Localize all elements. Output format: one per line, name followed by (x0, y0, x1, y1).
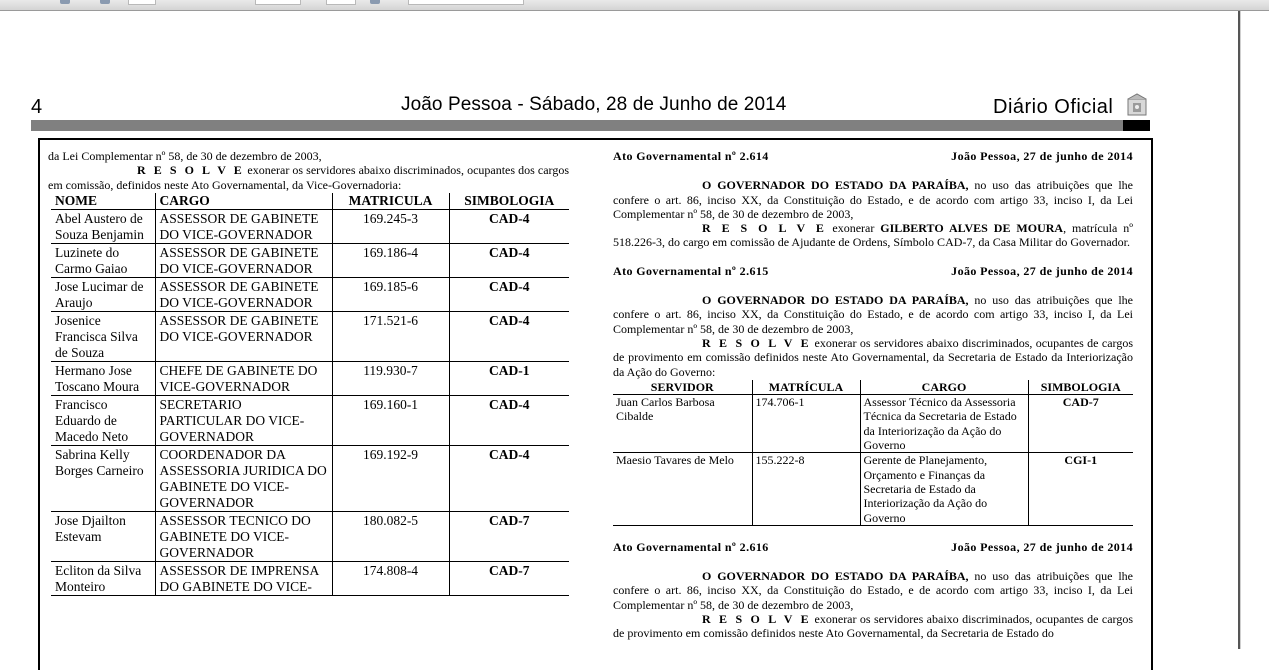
cell-nome: Abel Austero de Souza Benjamin (51, 210, 155, 244)
table-row (51, 362, 569, 396)
col-header-cargo: CARGO (155, 193, 332, 210)
cell-nome: Josenice Francisca Silva de Souza (51, 312, 155, 362)
table-row (613, 453, 1133, 525)
exonerated-name: GILBERTO ALVES DE MOURA (880, 221, 1064, 236)
table-row (51, 562, 569, 596)
cell-servidor: Maesio Tavares de Melo (613, 453, 752, 525)
resolve-text: exonerar os servidores abaixo discriminados, ocupantes de cargos de provimento em comissão definidos neste Ato Governamental, da Secretaria de Estado do (613, 612, 1133, 641)
cell-matricula: 155.222-8 (752, 453, 860, 525)
table-row (51, 244, 569, 278)
cell-matricula: 169.192-9 (332, 446, 449, 512)
viewer-toolbar (0, 0, 1269, 11)
vice-governadoria-table (51, 193, 569, 596)
cell-matricula: 171.521-6 (332, 312, 449, 362)
resolve-text: exonerar os servidores abaixo discriminados, ocupantes dos cargos em comissão, definidos neste Ato Governamental, da Vice-Governadoria: (48, 163, 569, 192)
act-title: Ato Governamental nº 2.616 (613, 539, 769, 554)
cell-cargo: ASSESSOR DE GABINETE DO VICE-GOVERNADOR (155, 210, 332, 244)
act-resolution (613, 221, 1133, 250)
cell-servidor: Juan Carlos Barbosa Cibalde (613, 395, 752, 453)
governor-heading: O GOVERNADOR DO ESTADO DA PARAÍBA, (702, 569, 969, 584)
cell-nome: Luzinete do Carmo Gaiao (51, 244, 155, 278)
coat-of-arms-icon (1124, 93, 1150, 119)
resolve-word: R E S O L V E (702, 612, 812, 627)
cell-nome: Jose Djailton Estevam (51, 512, 155, 562)
preamble-text: no uso das atribuições que lhe confere o art. 86, inciso XX, da Constituição do Estado, e de acordo com artigo 33, inciso I, da Lei Complementar nº 58, de 30 de dezembro de 2003, (613, 178, 1133, 221)
cell-cargo: ASSESSOR DE GABINETE DO VICE-GOVERNADOR (155, 278, 332, 312)
zoom-field[interactable] (255, 0, 301, 5)
cell-simbologia: CAD-4 (449, 312, 569, 362)
cell-cargo: CHEFE DE GABINETE DO VICE-GOVERNADOR (155, 362, 332, 396)
cell-simbologia: CAD-4 (449, 446, 569, 512)
cell-matricula: 174.706-1 (752, 395, 860, 453)
cell-nome: Francisco Eduardo de Macedo Neto (51, 396, 155, 446)
table-row (51, 210, 569, 244)
cell-nome: Sabrina Kelly Borges Carneiro (51, 446, 155, 512)
act-title: Ato Governamental nº 2.614 (613, 149, 769, 163)
cell-matricula: 169.185-6 (332, 278, 449, 312)
cell-simbologia: CAD-7 (1028, 395, 1133, 453)
cell-matricula: 169.186-4 (332, 244, 449, 278)
cell-nome: Jose Lucimar de Araujo (51, 278, 155, 312)
act-header (613, 149, 1133, 163)
col-header-cargo: CARGO (860, 380, 1028, 395)
act-date: João Pessoa, 27 de junho de 2014 (951, 149, 1133, 163)
cell-cargo: ASSESSOR DE GABINETE DO VICE-GOVERNADOR (155, 244, 332, 278)
resolve-paragraph (48, 163, 569, 192)
cell-matricula: 174.808-4 (332, 562, 449, 596)
act-preamble (613, 293, 1133, 336)
governor-heading: O GOVERNADOR DO ESTADO DA PARAÍBA, (702, 178, 969, 193)
cell-matricula: 169.160-1 (332, 396, 449, 446)
governor-heading: O GOVERNADOR DO ESTADO DA PARAÍBA, (702, 293, 969, 308)
resolve-text: exonerar (826, 221, 881, 236)
col-header-matricula: MATRÍCULA (752, 380, 860, 395)
act-resolution (613, 336, 1133, 379)
cell-cargo: ASSESSOR DE IMPRENSA DO GABINETE DO VICE- (155, 562, 332, 596)
cell-simbologia: CAD-7 (449, 512, 569, 562)
act-header (613, 540, 1133, 554)
cell-matricula: 169.245-3 (332, 210, 449, 244)
preamble-text: no uso das atribuições que lhe confere o art. 86, inciso XX, da Constituição do Estado, e de acordo com artigo 33, inciso I, da Lei Complementar nº 58, de 30 de dezembro de 2003, (613, 569, 1133, 612)
search-field[interactable] (408, 0, 524, 5)
col-header-servidor: SERVIDOR (613, 380, 752, 395)
header-brand: Diário Oficial (993, 96, 1114, 118)
toolbar-icon[interactable] (100, 0, 110, 4)
act-header (613, 264, 1133, 278)
table-header-row (613, 380, 1133, 395)
page-field[interactable] (128, 0, 156, 5)
vertical-scrollbar[interactable] (1240, 11, 1269, 649)
table-row (51, 446, 569, 512)
table-row (613, 395, 1133, 453)
col-header-simbologia: SIMBOLOGIA (1028, 380, 1133, 395)
resolve-word: R E S O L V E (702, 335, 812, 350)
page-number: 4 (31, 96, 43, 118)
table-row (51, 278, 569, 312)
cell-simbologia: CGI-1 (1028, 453, 1133, 525)
resolve-text: , matrícula nº 518.226-3, do cargo em comissão de Ajudante de Ordens, Símbolo CAD-7, da Casa Militar do Governador. (613, 221, 1133, 250)
cell-nome: Ecliton da Silva Monteiro (51, 562, 155, 596)
act-preamble (613, 178, 1133, 221)
right-column (613, 149, 1133, 641)
table-row (51, 312, 569, 362)
interiorizacao-table (613, 380, 1133, 526)
intro-line: da Lei Complementar nº 58, de 30 de dezembro de 2003, (48, 149, 322, 163)
cell-cargo: Gerente de Planejamento, Orçamento e Finanças da Secretaria de Estado da Interiorização da Ação do Governo (860, 453, 1028, 525)
col-header-matricula: MATRICULA (332, 193, 449, 210)
cell-cargo: SECRETARIO PARTICULAR DO VICE-GOVERNADOR (155, 396, 332, 446)
act-date: João Pessoa, 27 de junho de 2014 (951, 263, 1133, 278)
toolbar-button[interactable] (326, 0, 356, 5)
cell-simbologia: CAD-4 (449, 396, 569, 446)
table-row (51, 396, 569, 446)
cell-simbologia: CAD-4 (449, 210, 569, 244)
cell-cargo: Assessor Técnico da Assessoria Técnica da Secretaria de Estado da Interiorização da Ação do Governo (860, 395, 1028, 453)
header-date: João Pessoa - Sábado, 28 de Junho de 2014 (401, 94, 787, 115)
toolbar-icon[interactable] (370, 0, 380, 4)
toolbar-icon[interactable] (60, 0, 70, 4)
resolve-word: R E S O L V E (702, 221, 827, 236)
act-title: Ato Governamental nº 2.615 (613, 263, 769, 278)
cell-simbologia: CAD-4 (449, 278, 569, 312)
preamble-text: no uso das atribuições que lhe confere o art. 86, inciso XX, da Constituição do Estado, e de acordo com artigo 33, inciso I, da Lei Complementar nº 58, de 30 de dezembro de 2003, (613, 293, 1133, 336)
act-preamble (613, 569, 1133, 612)
resolve-word: R E S O L V E (137, 163, 245, 178)
left-column (48, 149, 569, 192)
act-date: João Pessoa, 27 de junho de 2014 (951, 539, 1133, 554)
cell-simbologia: CAD-4 (449, 244, 569, 278)
table-row (51, 512, 569, 562)
cell-cargo: ASSESSOR TECNICO DO GABINETE DO VICE-GOVERNADOR (155, 512, 332, 562)
cell-nome: Hermano Jose Toscano Moura (51, 362, 155, 396)
act-resolution (613, 612, 1133, 641)
cell-cargo: ASSESSOR DE GABINETE DO VICE-GOVERNADOR (155, 312, 332, 362)
cell-cargo: COORDENADOR DA ASSESSORIA JURIDICA DO GABINETE DO VICE-GOVERNADOR (155, 446, 332, 512)
col-header-nome: NOME (51, 193, 155, 210)
header-rule (31, 120, 1123, 131)
col-header-simbologia: SIMBOLOGIA (449, 193, 569, 210)
table-header-row (51, 193, 569, 210)
header-rule-end (1123, 120, 1150, 131)
cell-simbologia: CAD-7 (449, 562, 569, 596)
cell-matricula: 119.930-7 (332, 362, 449, 396)
cell-matricula: 180.082-5 (332, 512, 449, 562)
resolve-text: exonerar os servidores abaixo discriminados, ocupantes de cargos de provimento em comissão definidos neste Ato Governamental, da Secretaria de Estado da Interiorização da Ação do Governo: (613, 335, 1133, 379)
cell-simbologia: CAD-1 (449, 362, 569, 396)
